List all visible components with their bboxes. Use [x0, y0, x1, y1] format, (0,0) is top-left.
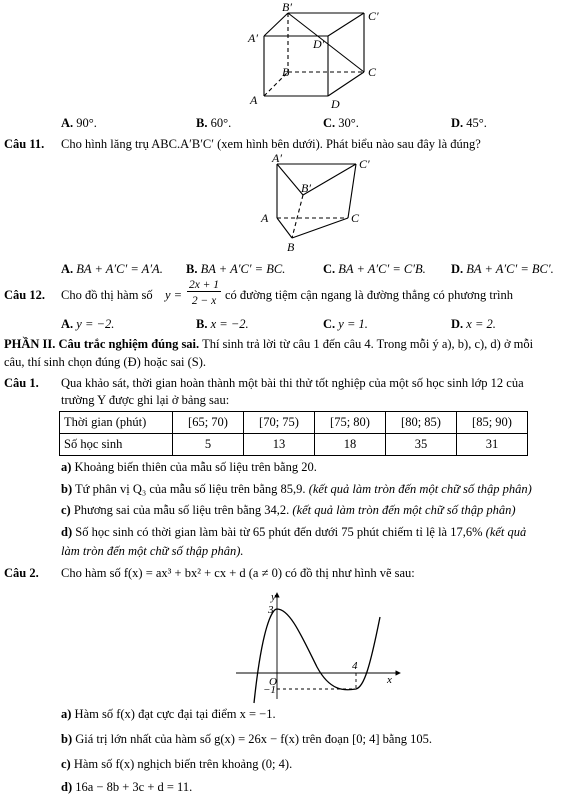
c1-item-b: b) Tứ phân vị Q₃ của mẫu số liệu trên bằng 85,9. (kết quả làm tròn đến một chữ số thập phân)	[61, 482, 532, 496]
label-d: D	[331, 97, 340, 111]
q10-option-b: B. 60°.	[196, 116, 232, 130]
c2-item-b: b) Giá trị lớn nhất của hàm số g(x) = 26x − f(x) trên đoạn [0; 4] bằng 105.	[61, 732, 432, 746]
c2-number: Câu 2.	[4, 566, 39, 580]
q11-option-c: C. BA + A′C′ = C′B.	[323, 262, 426, 276]
c1-item-c: c) Phương sai của mẫu số liệu trên bằng 34,2. (kết quả làm tròn đến một chữ số thập phân)	[61, 503, 516, 517]
c1-line2: trường Y được ghi lại ở bảng sau:	[61, 393, 230, 407]
table-cell: Thời gian (phút)	[60, 412, 173, 434]
q12-text-pre: Cho đồ thị hàm số	[61, 288, 153, 302]
table-header-row	[60, 412, 528, 434]
label-c2: C	[351, 211, 360, 225]
graph-x-label: x	[387, 674, 392, 686]
table-cell: [85; 90)	[457, 412, 528, 434]
q11-option-d: D. BA + A′C′ = BC′.	[451, 262, 554, 276]
c2-item-c: c) Hàm số f(x) nghịch biến trên khoảng (0; 4).	[61, 757, 293, 771]
label-ap: A′	[248, 31, 258, 45]
table-cell: 31	[457, 434, 528, 456]
q11-option-b: B. BA + A′C′ = BC.	[186, 262, 286, 276]
q11-option-a: A. BA + A′C′ = A′A.	[61, 262, 163, 276]
cube-figure	[240, 0, 390, 112]
q12-option-b: B. x = −2.	[196, 317, 249, 331]
q12-option-c: C. y = 1.	[323, 317, 368, 331]
q10-option-d: D. 45°.	[451, 116, 487, 130]
table-cell: 13	[244, 434, 315, 456]
label-a2: A	[261, 211, 269, 225]
label-bp: B′	[282, 0, 292, 14]
frequency-table	[59, 411, 528, 456]
table-row	[60, 434, 528, 456]
table-cell: 18	[315, 434, 386, 456]
label-ap2: A′	[272, 152, 282, 165]
label-bp2: B′	[301, 181, 311, 195]
q12-option-a: A. y = −2.	[61, 317, 115, 331]
graph-neg1-label: −1	[263, 684, 276, 696]
graph-3-label: 3	[268, 604, 274, 616]
graph-y-label: y	[271, 591, 276, 603]
c1-line1: Qua khảo sát, thời gian hoàn thành một bài thi thử tốt nghiệp của một số học sinh lớp 12 của	[61, 376, 524, 390]
c2-item-a: a) Hàm số f(x) đạt cực đại tại điểm x = −1.	[61, 707, 276, 721]
q12-func-den: 2 − x	[191, 295, 217, 307]
c2-item-d: d) 16a − 8b + 3c + d = 11.	[61, 780, 193, 794]
c2-text: Cho hàm số f(x) = ax³ + bx² + cx + d (a ≠ 0) có đồ thị như hình vẽ sau:	[61, 566, 415, 580]
part2-header: PHẦN II. Câu trắc nghiệm đúng sai. Thí sinh trả lời từ câu 1 đến câu 4. Trong mỗi ý a), b), c), d) ở mỗi	[4, 337, 534, 351]
label-c: C	[368, 65, 377, 79]
part2-line2: câu, thí sinh chọn đúng (Đ) hoặc sai (S).	[4, 355, 207, 369]
q12-option-d: D. x = 2.	[451, 317, 496, 331]
graph-4-label: 4	[352, 660, 358, 672]
table-cell: [65; 70)	[173, 412, 244, 434]
table-cell: 35	[386, 434, 457, 456]
prism-figure	[255, 152, 375, 258]
table-cell: [70; 75)	[244, 412, 315, 434]
q11-text: Cho hình lăng trụ ABC.A′B′C′ (xem hình bên dưới). Phát biểu nào sau đây là đúng?	[61, 137, 481, 151]
q12-func-lhs: y =	[165, 288, 183, 302]
c1-item-d-note: làm tròn đến một chữ số thập phân).	[61, 544, 244, 558]
table-cell: 5	[173, 434, 244, 456]
table-cell: Số học sinh	[60, 434, 173, 456]
table-cell: [75; 80)	[315, 412, 386, 434]
c1-item-d: d) Số học sinh có thời gian làm bài từ 65 phút đến dưới 75 phút chiếm tỉ lệ là 17,6% (kết quả	[61, 525, 527, 539]
label-dp: D′	[313, 37, 325, 51]
label-a: A	[250, 93, 258, 107]
q12-number: Câu 12.	[4, 288, 45, 302]
label-b2: B	[287, 240, 295, 254]
label-b: B	[282, 65, 290, 79]
q10-option-c: C. 30°.	[323, 116, 359, 130]
c1-number: Câu 1.	[4, 376, 39, 390]
q12-text-post: có đường tiệm cận ngang là đường thẳng có phương trình	[225, 288, 514, 302]
table-cell: [80; 85)	[386, 412, 457, 434]
q12-func-num: 2x + 1	[188, 279, 220, 291]
q10-option-a: A. 90°.	[61, 116, 97, 130]
label-cp: C′	[368, 9, 379, 23]
cubic-graph	[232, 587, 407, 704]
graph-origin-label: O	[269, 676, 277, 688]
c1-item-a: a) Khoảng biến thiên của mẫu số liệu trên bằng 20.	[61, 460, 317, 474]
label-cp2: C′	[359, 157, 370, 171]
q11-number: Câu 11.	[4, 137, 45, 151]
